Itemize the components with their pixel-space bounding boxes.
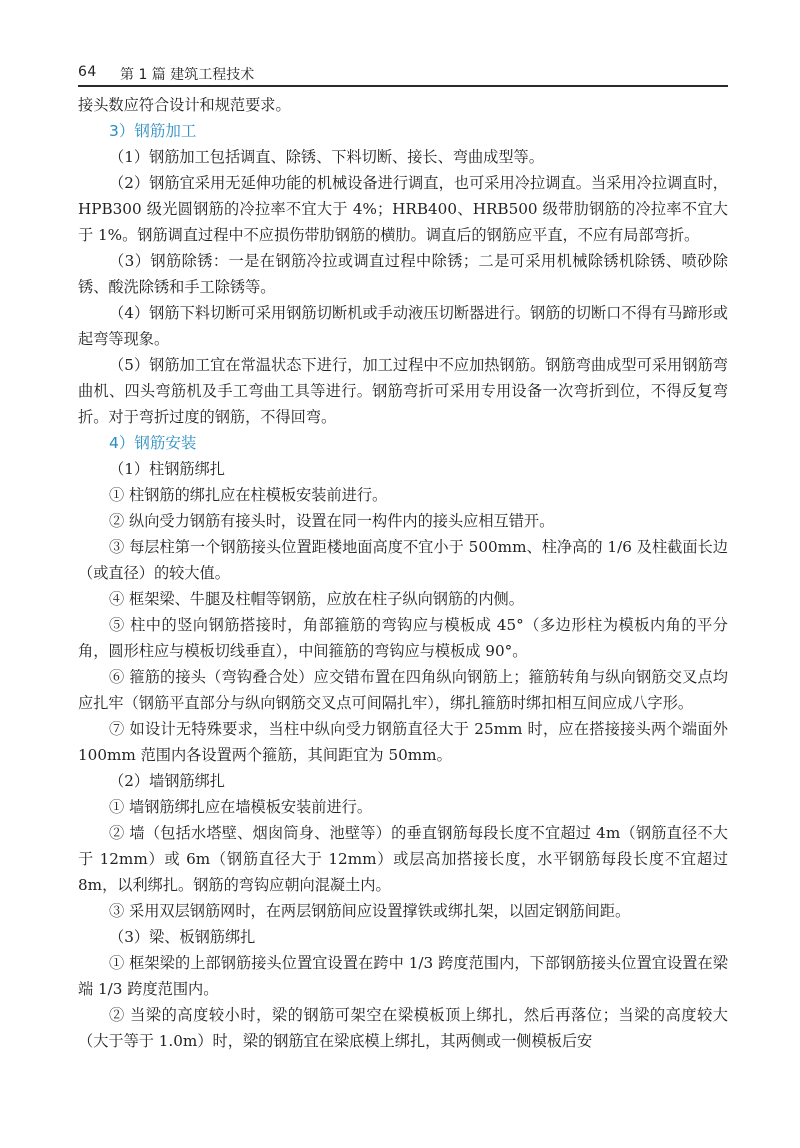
section-heading: 4）钢筋安装 [109, 434, 197, 452]
paragraph: （4）钢筋下料切断可采用钢筋切断机或手动液压切断器进行。钢筋的切断口不得有马蹄形或起弯等现象。 [78, 304, 728, 348]
paragraph: （3）梁、板钢筋绑扎 [109, 928, 256, 946]
paragraph: ⑥ 箍筋的接头（弯钩叠合处）应交错布置在四角纵向钢筋上；箍筋转角与纵向钢筋交叉点均应扎牢（钢筋平直部分与纵向钢筋交叉点可间隔扎牢），绑扎箍筋时绑扣相互间应成八字形。 [78, 668, 728, 712]
paragraph: ② 当梁的高度较小时，梁的钢筋可架空在梁模板顶上绑扎，然后再落位；当梁的高度较大（大于等于 1.0m）时，梁的钢筋宜在梁底模上绑扎，其两侧或一侧模板后安 [78, 1006, 728, 1050]
running-header [78, 62, 728, 84]
paragraph: ⑦ 如设计无特殊要求，当柱中纵向受力钢筋直径大于 25mm 时，应在搭接接头两个端面外 100mm 范围内各设置两个箍筋，其间距宜为 50mm。 [78, 720, 728, 764]
paragraph: 接头数应符合设计和规范要求。 [78, 96, 291, 114]
paragraph: ④ 框架梁、牛腿及柱帽等钢筋，应放在柱子纵向钢筋的内侧。 [109, 590, 524, 608]
paragraph: （3）钢筋除锈：一是在钢筋冷拉或调直过程中除锈；二是可采用机械除锈机除锈、喷砂除锈、酸洗除锈和手工除锈等。 [78, 252, 728, 296]
paragraph: （1）柱钢筋绑扎 [109, 460, 225, 478]
chapter-title: 第 1 篇 建筑工程技术 [120, 67, 255, 83]
paragraph: ② 纵向受力钢筋有接头时，设置在同一构件内的接头应相互错开。 [109, 512, 555, 530]
paragraph: ① 墙钢筋绑扎应在墙模板安装前进行。 [109, 798, 373, 816]
paragraph: （5）钢筋加工宜在常温状态下进行，加工过程中不应加热钢筋。钢筋弯曲成型可采用钢筋弯曲机、四头弯筋机及手工弯曲工具等进行。钢筋弯折可采用专用设备一次弯折到位，不得反复弯折。对于弯折过度的钢筋，不得回弯。 [78, 356, 728, 426]
paragraph: ⑤ 柱中的竖向钢筋搭接时，角部箍筋的弯钩应与模板成 45°（多边形柱为模板内角的平分角，圆形柱应与模板切线垂直），中间箍筋的弯钩应与模板成 90°。 [78, 616, 728, 660]
paragraph: ③ 每层柱第一个钢筋接头位置距楼地面高度不宜小于 500mm、柱净高的 1/6 及柱截面长边（或直径）的较大值。 [78, 538, 728, 582]
paragraph: ① 框架梁的上部钢筋接头位置宜设置在跨中 1/3 跨度范围内，下部钢筋接头位置宜设置在梁端 1/3 跨度范围内。 [78, 954, 728, 998]
paragraph: ③ 采用双层钢筋网时，在两层钢筋间应设置撑铁或绑扎架，以固定钢筋间距。 [109, 902, 631, 920]
paragraph: ② 墙（包括水塔壁、烟囱筒身、池壁等）的垂直钢筋每段长度不宜超过 4m（钢筋直径不大于 12mm）或 6m（钢筋直径大于 12mm）或层高加搭接长度，水平钢筋每段长度不宜超过 8m，以利绑扎。钢筋的弯钩应朝向混凝土内。 [78, 824, 728, 894]
page-number: 64 [78, 64, 97, 80]
paragraph: ① 柱钢筋的绑扎应在柱模板安装前进行。 [109, 486, 388, 504]
paragraph: （2）钢筋宜采用无延伸功能的机械设备进行调直，也可采用冷拉调直。当采用冷拉调直时，HPB300 级光圆钢筋的冷拉率不宜大于 4%；HRB400、HRB500 级带肋钢筋的冷拉率不宜大于 1%。钢筋调直过程中不应损伤带肋钢筋的横肋。调直后的钢筋应平直，不应有局部弯折。 [78, 174, 728, 244]
paragraph: （2）墙钢筋绑扎 [109, 772, 225, 790]
header-rule [78, 85, 728, 87]
body-text [78, 92, 728, 1054]
section-heading: 3）钢筋加工 [109, 122, 197, 140]
paragraph: （1）钢筋加工包括调直、除锈、下料切断、接长、弯曲成型等。 [109, 148, 544, 166]
